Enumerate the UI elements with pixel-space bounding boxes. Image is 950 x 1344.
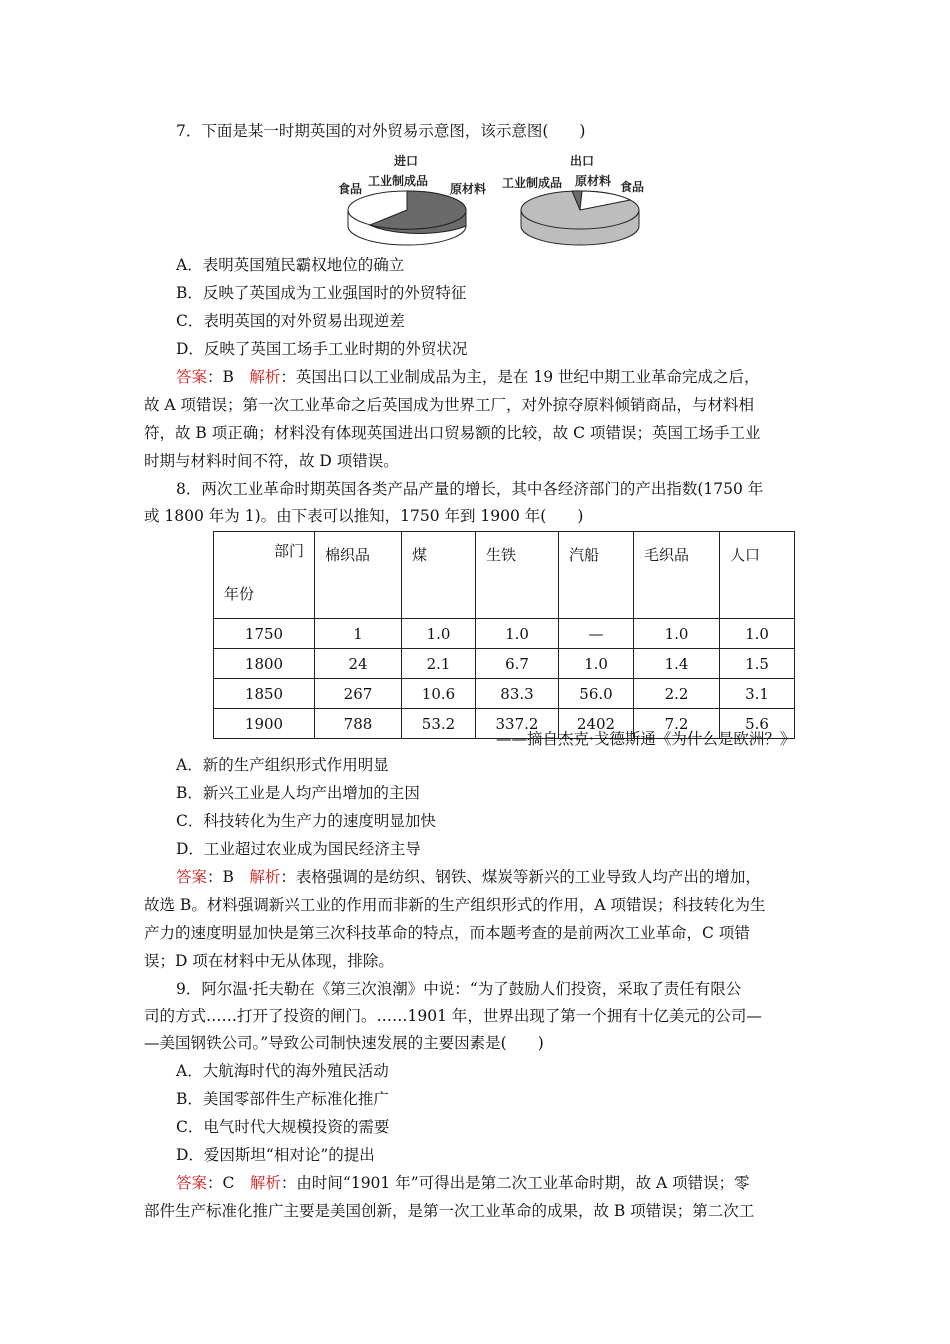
- q8-output-index-table: [213, 531, 795, 739]
- q7-stem: 7．下面是某一时期英国的对外贸易示意图，该示意图( ): [176, 122, 586, 140]
- table-cell: 1.0: [720, 619, 795, 649]
- table-cell: 1750: [214, 619, 315, 649]
- q8-stem-line: 或 1800 年为 1)。由下表可以推知，1750 年到 1900 年( ): [144, 507, 584, 525]
- column-header: 煤: [402, 532, 476, 619]
- q9-option-a: A．大航海时代的海外殖民活动: [176, 1062, 389, 1080]
- table-cell: 83.3: [476, 679, 559, 709]
- table-row: [214, 679, 795, 709]
- table-header-row: [214, 532, 795, 619]
- import-industrial-label: 工业制成品: [368, 174, 429, 188]
- analysis-label: 解析: [249, 868, 281, 886]
- import-raw-label: 原材料: [450, 182, 487, 196]
- q8-option-b: B．新兴工业是人均产出增加的主因: [176, 784, 420, 802]
- table-cell: 1.0: [634, 619, 720, 649]
- answer-label: 答案: [176, 868, 208, 886]
- analysis-text: ：英国出口以工业制成品为主，是在 19 世纪中期工业革命完成之后，: [280, 368, 760, 386]
- q8-option-c: C．科技转化为生产力的速度明显加快: [176, 812, 436, 830]
- q8-stem-line: 8．两次工业革命时期英国各类产品产量的增长，其中各经济部门的产出指数(1750 年: [176, 480, 764, 498]
- q9-stem-line: 司的方式……打开了投资的闸门。……1901 年，世界出现了第一个拥有十亿美元的公司—: [144, 1007, 762, 1025]
- q8-analysis-line: 产力的速度明显加快是第三次科技革命的特点，而本题考查的是前两次工业革命，C 项错: [144, 924, 750, 942]
- corner-department-label: 部门: [273, 542, 304, 560]
- column-header: 毛织品: [634, 532, 720, 619]
- table-cell: 337.2: [476, 709, 559, 739]
- table-cell: 53.2: [402, 709, 476, 739]
- q8-analysis-line: 故选 B。材料强调新兴工业的作用而非新的生产组织形式的作用，A 项错误；科技转化为生: [144, 896, 766, 914]
- table-cell: 1.0: [559, 649, 634, 679]
- q7-option-c: C．表明英国的对外贸易出现逆差: [176, 312, 405, 330]
- q7-option-b: B．反映了英国成为工业强国时的外贸特征: [176, 284, 467, 302]
- table-cell: 24: [315, 649, 402, 679]
- table-cell: 7.2: [634, 709, 720, 739]
- q9-answer-line: [176, 1173, 750, 1193]
- table-cell: 1800: [214, 649, 315, 679]
- column-header: 汽船: [559, 532, 634, 619]
- q7-answer-line: [176, 367, 760, 387]
- q7-analysis-line: 符，故 B 项正确；材料没有体现英国进出口贸易额的比较，故 C 项错误；英国工场手工业: [144, 424, 761, 442]
- corner-year-label: 年份: [224, 585, 255, 603]
- table-cell: 1850: [214, 679, 315, 709]
- q8-option-d: D．工业超过农业成为国民经济主导: [176, 840, 421, 858]
- table-cell: —: [559, 619, 634, 649]
- export-title: 出口: [570, 154, 595, 168]
- q7-analysis-line: 故 A 项错误；第一次工业革命之后英国成为世界工厂，对外掠夺原料倾销商品，与材料相: [144, 396, 755, 414]
- q8-option-a: A．新的生产组织形式作用明显: [176, 756, 389, 774]
- q9-option-c: C．电气时代大规模投资的需要: [176, 1118, 390, 1136]
- q9-option-d: D．爱因斯坦“相对论”的提出: [176, 1146, 375, 1164]
- answer-label: 答案: [176, 368, 208, 386]
- import-title: 进口: [394, 154, 419, 168]
- q8-analysis-line: 误；D 项在材料中无从体现，排除。: [144, 952, 394, 970]
- answer-value: ：B: [207, 368, 250, 386]
- table-cell: 10.6: [402, 679, 476, 709]
- table-cell: 6.7: [476, 649, 559, 679]
- q7-analysis-line: 时期与材料时间不符，故 D 项错误。: [144, 452, 399, 470]
- q9-stem-line: 9．阿尔温·托夫勒在《第三次浪潮》中说：“为了鼓励人们投资，采取了责任有限公: [176, 980, 742, 998]
- q7-trade-pie-charts: [330, 148, 660, 248]
- q7-pie-svg: [330, 148, 660, 248]
- answer-value: ：C: [207, 1174, 250, 1192]
- column-header: 棉织品: [315, 532, 402, 619]
- table-cell: 1900: [214, 709, 315, 739]
- import-pie: [348, 191, 466, 245]
- import-food-label: 食品: [338, 182, 363, 196]
- table-cell: 56.0: [559, 679, 634, 709]
- q9-stem-line: —美国钢铁公司。”导致公司制快速发展的主要因素是( ): [144, 1034, 544, 1052]
- table-cell: 5.6: [720, 709, 795, 739]
- analysis-text: ：表格强调的是纺织、钢铁、煤炭等新兴的工业导致人均产出的增加，: [280, 868, 761, 886]
- table-cell: 2402: [559, 709, 634, 739]
- table-cell: 267: [315, 679, 402, 709]
- table-cell: 1.0: [402, 619, 476, 649]
- analysis-text: ：由时间“1901 年”可得出是第二次工业革命时期，故 A 项错误；零: [280, 1174, 750, 1192]
- export-raw-label: 原材料: [575, 174, 612, 188]
- export-industrial-label: 工业制成品: [502, 176, 563, 190]
- q8-answer-line: [176, 867, 761, 887]
- table-cell: 3.1: [720, 679, 795, 709]
- table-corner-cell: [214, 532, 315, 619]
- table-cell: 2.1: [402, 649, 476, 679]
- q7-option-a: A．表明英国殖民霸权地位的确立: [176, 256, 405, 274]
- column-header: 生铁: [476, 532, 559, 619]
- analysis-label: 解析: [249, 1174, 281, 1192]
- table-row: [214, 619, 795, 649]
- q9-analysis-line: 部件生产标准化推广主要是美国创新，是第一次工业革命的成果，故 B 项错误；第二次工: [144, 1202, 755, 1220]
- export-pie: [521, 191, 639, 245]
- table-row: [214, 649, 795, 679]
- answer-label: 答案: [176, 1174, 208, 1192]
- table-cell: 788: [315, 709, 402, 739]
- column-header: 人口: [720, 532, 795, 619]
- q9-option-b: B．美国零部件生产标准化推广: [176, 1090, 389, 1108]
- q8-table-source: ——摘自杰克·戈德斯通《为什么是欧洲？》: [496, 730, 796, 748]
- table-cell: 1.5: [720, 649, 795, 679]
- table-cell: 1.0: [476, 619, 559, 649]
- table-cell: 1.4: [634, 649, 720, 679]
- q7-option-d: D．反映了英国工场手工业时期的外贸状况: [176, 340, 468, 358]
- table-cell: 2.2: [634, 679, 720, 709]
- analysis-label: 解析: [249, 368, 281, 386]
- table-cell: 1: [315, 619, 402, 649]
- export-food-label: 食品: [620, 180, 645, 194]
- answer-value: ：B: [207, 868, 250, 886]
